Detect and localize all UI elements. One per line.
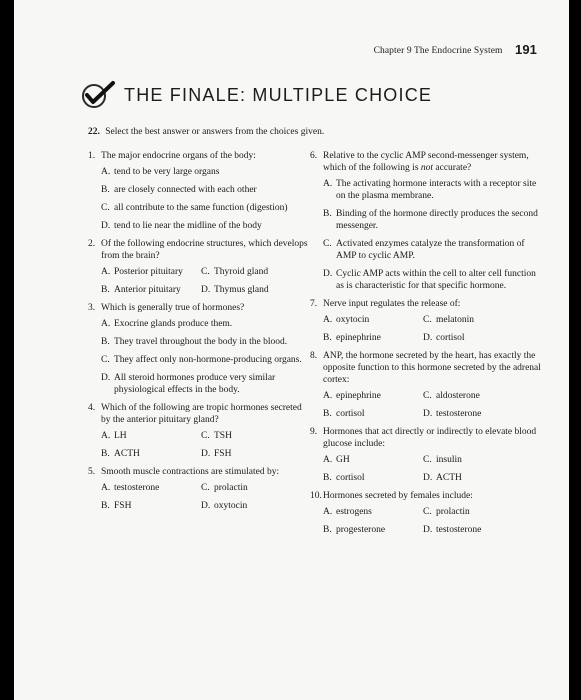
answer-option[interactable] (201, 284, 308, 296)
option-text: estrogens (336, 507, 372, 517)
question-number: 3. (88, 303, 96, 313)
question (88, 302, 308, 396)
option-text: testosterone (436, 525, 482, 535)
question-number: 7. (310, 299, 318, 309)
option-letter: D. (423, 473, 433, 483)
question-text (323, 490, 542, 502)
exercise-number: 22. (88, 127, 100, 137)
option-text: ACTH (114, 449, 140, 459)
option-letter: D. (423, 333, 433, 343)
option-text: insulin (436, 455, 462, 465)
option-text: Posterior pituitary (114, 267, 183, 277)
exercise-instruction (88, 127, 324, 137)
option-letter: B. (101, 337, 110, 347)
option-letter: C. (101, 203, 110, 213)
question-text-main: Relative to the cyclic AMP second-messenger system, which of the following is (323, 151, 529, 173)
section-title: THE FINALE: MULTIPLE CHOICE (124, 84, 433, 105)
answer-option[interactable] (423, 332, 542, 344)
chapter-title: Chapter 9 The Endocrine System (373, 46, 503, 56)
question-number: 9. (310, 427, 318, 437)
answer-option[interactable] (101, 184, 308, 196)
answer-option[interactable] (423, 524, 542, 536)
question-number: 10. (310, 491, 322, 501)
option-letter: B. (323, 473, 332, 483)
option-letter: B. (323, 209, 332, 219)
option-text: cortisol (336, 409, 365, 419)
option-text: Cyclic AMP acts within the cell to alter cell function as is characteristic for that specific hormone. (336, 269, 536, 291)
answer-choices (101, 266, 308, 296)
right-question-column (310, 150, 542, 542)
answer-choices (101, 166, 308, 232)
question-text-emphasis: not (420, 163, 434, 173)
answer-option[interactable] (323, 314, 423, 326)
option-letter: C. (201, 483, 210, 493)
option-text: tend to lie near the midline of the body (114, 221, 262, 231)
answer-option[interactable] (101, 336, 308, 348)
option-text: are closely connected with each other (114, 185, 257, 195)
option-text: oxytocin (214, 501, 248, 511)
option-letter: D. (201, 285, 211, 295)
option-letter: B. (101, 501, 110, 511)
option-letter: A. (323, 391, 333, 401)
option-text: GH (336, 455, 350, 465)
option-text: progesterone (336, 525, 386, 535)
question-number: 6. (310, 151, 318, 161)
answer-option[interactable] (323, 408, 423, 420)
question-text-main: The major endocrine organs of the body: (101, 151, 256, 161)
answer-option[interactable] (101, 318, 308, 330)
answer-option[interactable] (423, 472, 542, 484)
option-text: LH (114, 431, 127, 441)
option-letter: C. (201, 267, 210, 277)
option-letter: D. (423, 525, 433, 535)
page-number: 191 (515, 42, 537, 57)
answer-choices (323, 390, 542, 420)
option-text: epinephrine (336, 391, 381, 401)
answer-option[interactable] (101, 430, 201, 442)
question (310, 350, 542, 420)
option-text: epinephrine (336, 333, 381, 343)
answer-option[interactable] (101, 202, 308, 214)
option-letter: C. (423, 455, 432, 465)
question-text (101, 238, 308, 262)
option-text: Anterior pituitary (114, 285, 181, 295)
option-text: FSH (114, 501, 132, 511)
answer-option[interactable] (323, 208, 542, 232)
option-letter: A. (101, 267, 111, 277)
section-heading (80, 80, 432, 110)
question-text-main: Hormones secreted by females include: (323, 491, 473, 501)
question-text (101, 302, 308, 314)
answer-option[interactable] (201, 482, 308, 494)
question-stem (88, 466, 308, 478)
answer-option[interactable] (323, 332, 423, 344)
answer-choices (323, 506, 542, 536)
question-text-main: Of the following endocrine structures, which develops from the brain? (101, 239, 308, 261)
option-text: They affect only non-hormone-producing organs. (114, 355, 302, 365)
answer-option[interactable] (323, 238, 542, 262)
question-stem (88, 402, 308, 426)
answer-option[interactable] (201, 430, 308, 442)
answer-option[interactable] (423, 390, 542, 402)
question-stem (310, 150, 542, 174)
answer-option[interactable] (201, 448, 308, 460)
answer-option[interactable] (423, 506, 542, 518)
answer-choices (323, 454, 542, 484)
option-text: aldosterone (436, 391, 480, 401)
textbook-page (14, 0, 569, 700)
question-text-main: Which is generally true of hormones? (101, 303, 245, 313)
question-number: 5. (88, 467, 96, 477)
question-text-main: Smooth muscle contractions are stimulated by: (101, 467, 280, 477)
option-letter: A. (323, 179, 333, 189)
option-text: all contribute to the same function (digestion) (114, 203, 288, 213)
answer-choices (323, 178, 542, 292)
option-letter: C. (101, 355, 110, 365)
option-letter: A. (101, 431, 111, 441)
option-text: ACTH (436, 473, 462, 483)
answer-option[interactable] (323, 524, 423, 536)
option-text: testosterone (436, 409, 482, 419)
answer-choices (101, 318, 308, 396)
answer-option[interactable] (423, 454, 542, 466)
answer-option[interactable] (423, 408, 542, 420)
question-number: 1. (88, 151, 96, 161)
answer-option[interactable] (323, 506, 423, 518)
question-text-main: ANP, the hormone secreted by the heart, has exactly the opposite function to this hormone secreted by the adrenal cortex: (323, 351, 541, 385)
answer-option[interactable] (101, 482, 201, 494)
option-letter: D. (423, 409, 433, 419)
option-text: tend to be very large organs (114, 167, 220, 177)
question-text (323, 426, 542, 450)
answer-option[interactable] (101, 354, 308, 366)
answer-option[interactable] (101, 220, 308, 232)
answer-choices (323, 314, 542, 344)
running-header (374, 42, 537, 57)
question (88, 466, 308, 512)
answer-option[interactable] (101, 372, 308, 396)
option-letter: A. (101, 167, 111, 177)
option-letter: D. (101, 373, 111, 383)
answer-option[interactable] (201, 266, 308, 278)
question-stem (310, 350, 542, 386)
question (310, 298, 542, 344)
option-letter: B. (101, 185, 110, 195)
option-text: The activating hormone interacts with a receptor site on the plasma membrane. (336, 179, 537, 201)
question-number: 4. (88, 403, 96, 413)
checkmark-circle-icon (80, 80, 116, 110)
option-text: testosterone (114, 483, 160, 493)
question (310, 150, 542, 292)
question-text-main: Hormones that act directly or indirectly to elevate blood glucose include: (323, 427, 537, 449)
option-letter: B. (101, 285, 110, 295)
option-letter: D. (323, 269, 333, 279)
question-stem (88, 302, 308, 314)
option-text: prolactin (436, 507, 470, 517)
option-letter: C. (423, 315, 432, 325)
answer-option[interactable] (323, 178, 542, 202)
question (88, 150, 308, 232)
question (310, 490, 542, 536)
question-stem (310, 298, 542, 310)
option-letter: D. (101, 221, 111, 231)
option-letter: A. (323, 455, 333, 465)
question-number: 2. (88, 239, 96, 249)
answer-choices (101, 482, 308, 512)
option-letter: B. (323, 525, 332, 535)
option-letter: B. (323, 333, 332, 343)
question-text (323, 150, 542, 174)
answer-option[interactable] (323, 454, 423, 466)
question-text (323, 298, 542, 310)
option-text: Binding of the hormone directly produces the second messenger. (336, 209, 538, 231)
answer-choices (101, 430, 308, 460)
answer-option[interactable] (101, 500, 201, 512)
option-text: TSH (214, 431, 232, 441)
answer-option[interactable] (323, 268, 542, 292)
instruction-text: Select the best answer or answers from the choices given. (105, 127, 325, 137)
option-text: melatonin (436, 315, 474, 325)
option-text: Activated enzymes catalyze the transformation of AMP to cyclic AMP. (336, 239, 525, 261)
question-text-main: Which of the following are tropic hormones secreted by the anterior pituitary gland? (101, 403, 302, 425)
question-text (101, 466, 308, 478)
option-letter: C. (423, 507, 432, 517)
option-text: oxytocin (336, 315, 370, 325)
question-stem (88, 150, 308, 162)
option-letter: A. (323, 507, 333, 517)
left-question-column (88, 150, 308, 518)
question-number: 8. (310, 351, 318, 361)
option-text: Thyroid gland (214, 267, 269, 277)
option-letter: C. (201, 431, 210, 441)
question (88, 402, 308, 460)
question (310, 426, 542, 484)
question (88, 238, 308, 296)
option-letter: A. (101, 483, 111, 493)
option-text: prolactin (214, 483, 248, 493)
option-letter: B. (323, 409, 332, 419)
answer-option[interactable] (101, 448, 201, 460)
answer-option[interactable] (423, 314, 542, 326)
answer-option[interactable] (101, 166, 308, 178)
question-text (323, 350, 542, 386)
option-letter: D. (201, 501, 211, 511)
option-letter: D. (201, 449, 211, 459)
question-text (101, 402, 308, 426)
option-letter: C. (423, 391, 432, 401)
option-letter: A. (323, 315, 333, 325)
option-text: FSH (214, 449, 232, 459)
option-text: Thymus gland (214, 285, 269, 295)
option-letter: A. (101, 319, 111, 329)
answer-option[interactable] (201, 500, 308, 512)
question-stem (310, 490, 542, 502)
answer-option[interactable] (323, 472, 423, 484)
option-text: Exocrine glands produce them. (114, 319, 233, 329)
option-text: cortisol (336, 473, 365, 483)
option-text: All steroid hormones produce very similar physiological effects in the body. (114, 373, 276, 395)
question-text (101, 150, 308, 162)
question-text-main: Nerve input regulates the release of: (323, 299, 461, 309)
option-text: cortisol (436, 333, 465, 343)
option-text: They travel throughout the body in the blood. (114, 337, 288, 347)
option-letter: C. (323, 239, 332, 249)
answer-option[interactable] (101, 284, 201, 296)
question-stem (310, 426, 542, 450)
question-text-end: accurate? (435, 163, 472, 173)
answer-option[interactable] (323, 390, 423, 402)
answer-option[interactable] (101, 266, 201, 278)
option-letter: B. (101, 449, 110, 459)
question-stem (88, 238, 308, 262)
